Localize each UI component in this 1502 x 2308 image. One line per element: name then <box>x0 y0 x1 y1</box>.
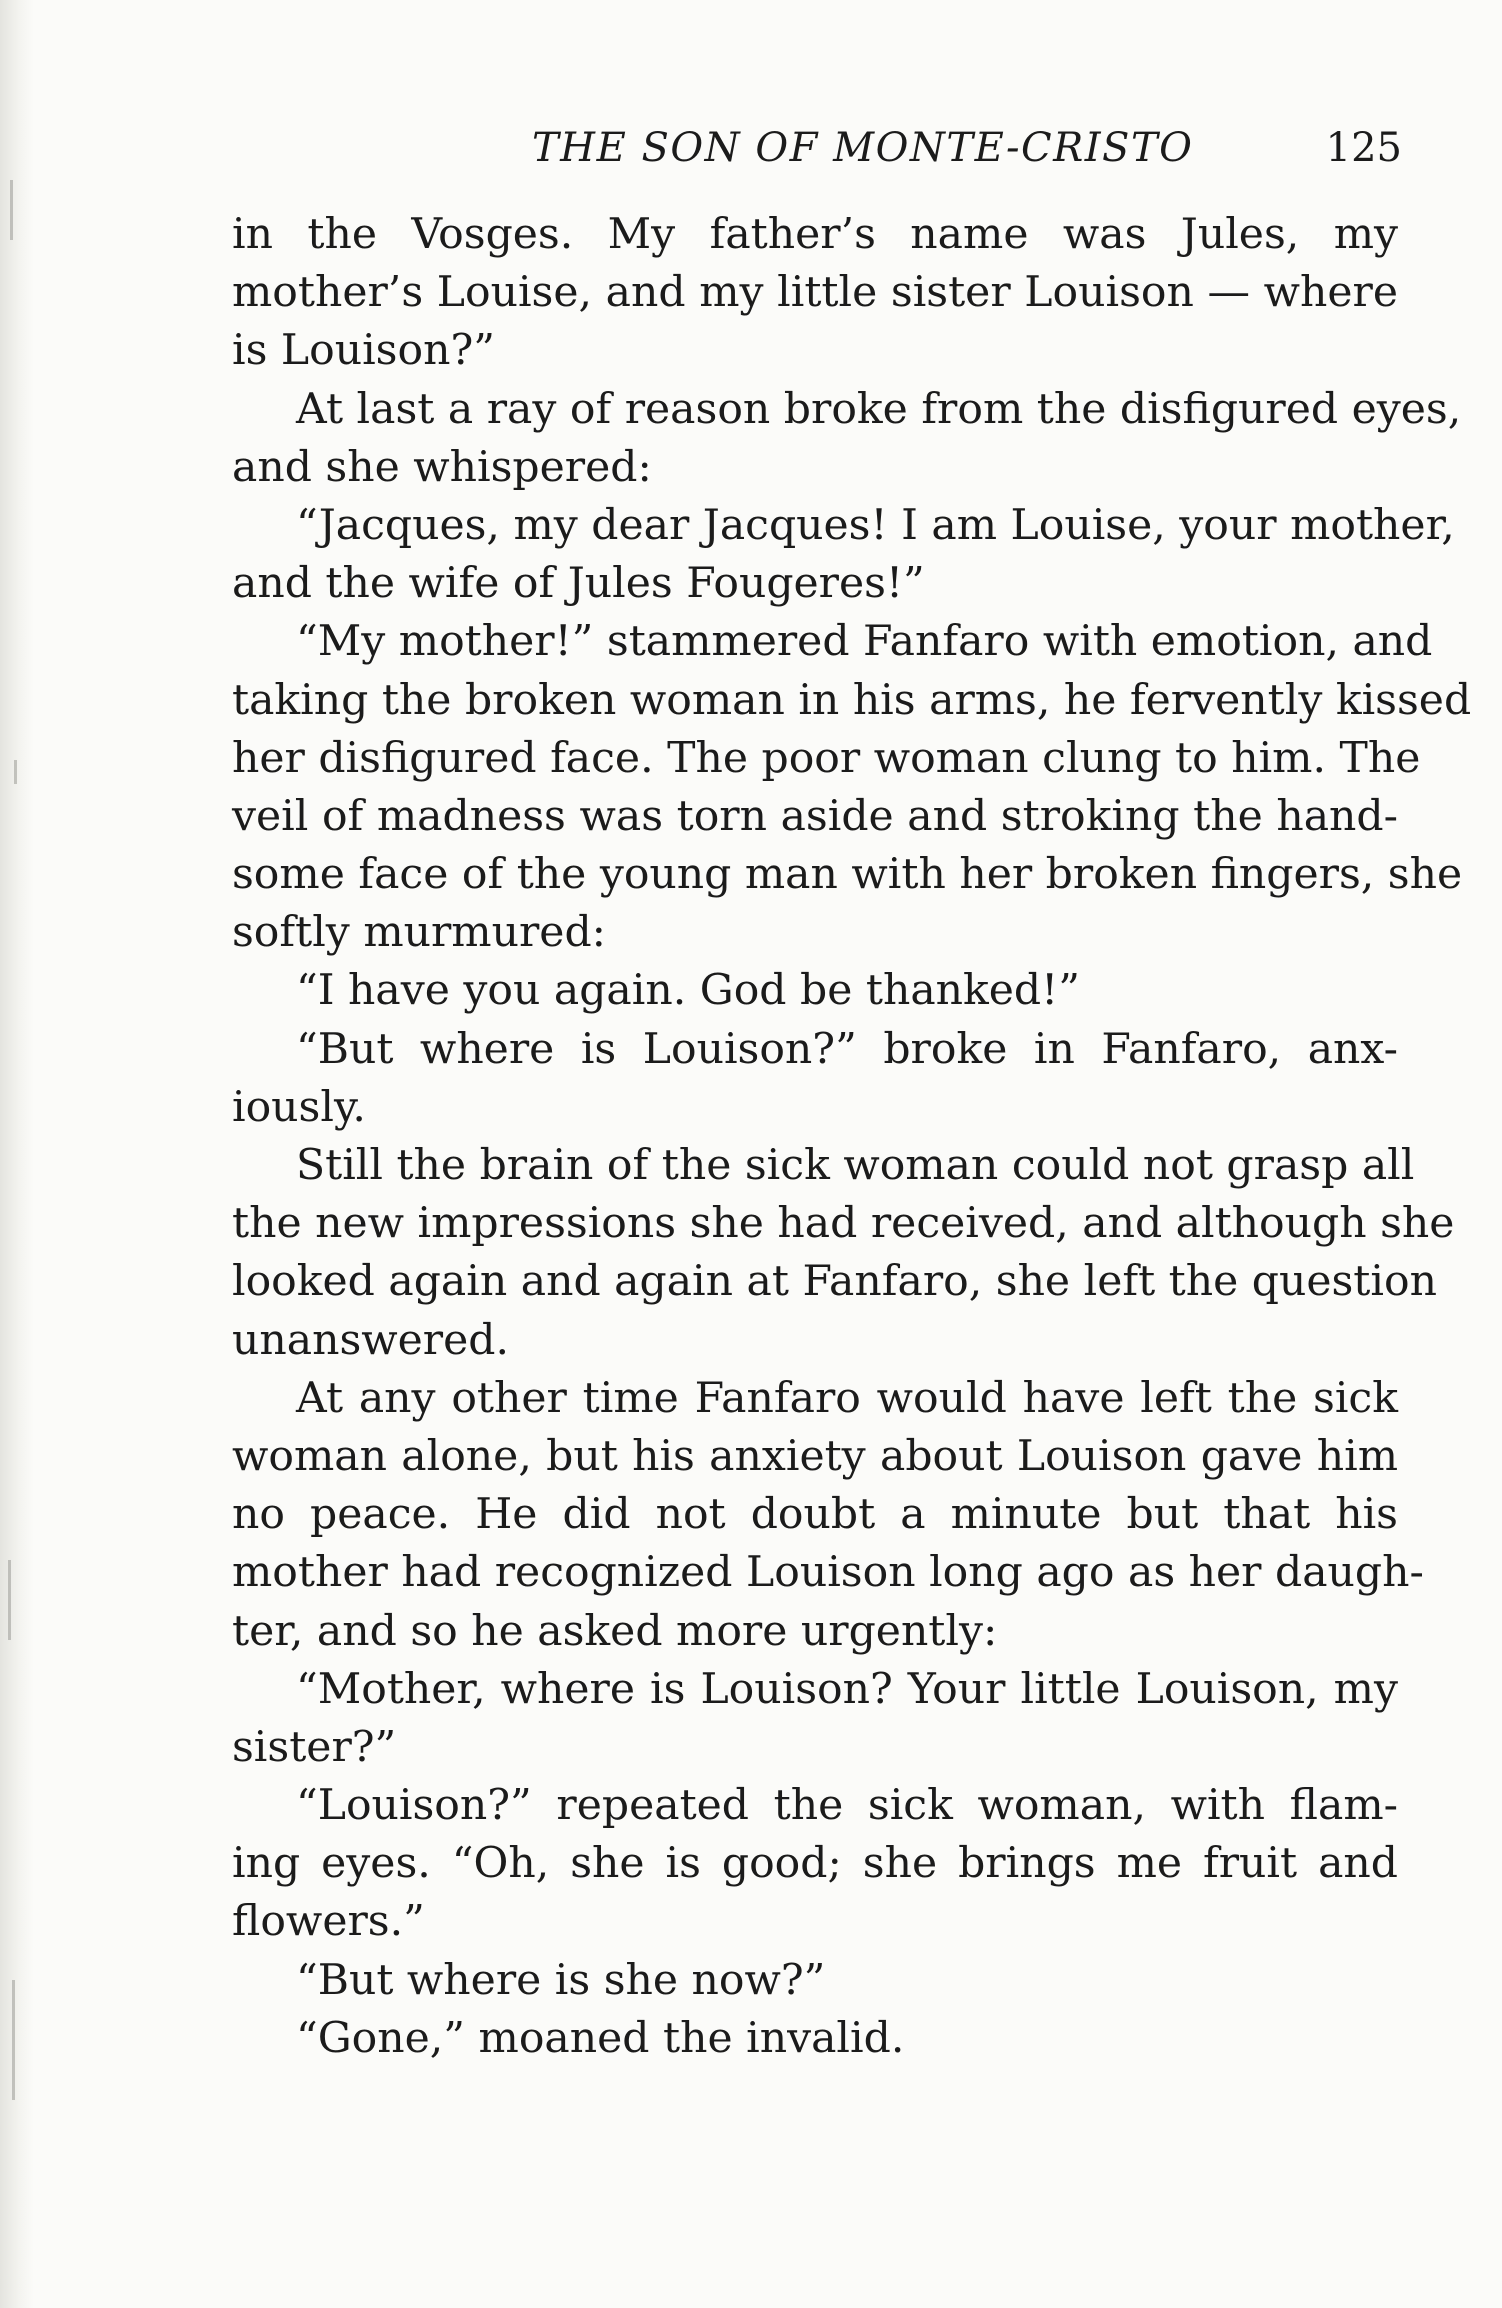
text-line: iously. <box>232 1082 366 1132</box>
text-line: taking the broken woman in his arms, he fervently kissed <box>232 675 1472 725</box>
page-number: 125 <box>1325 125 1402 171</box>
text-line: ing eyes. “Oh, she is good; she brings me fruit and <box>232 1839 1398 1889</box>
text-line: “Mother, where is Louison? Your little Louison, my <box>296 1664 1398 1714</box>
text-line: “Jacques, my dear Jacques! I am Louise, your mother, <box>296 500 1455 550</box>
text-line: ter, and so he asked more urgently: <box>232 1606 998 1656</box>
text-line: is Louison?” <box>232 326 495 376</box>
text-line: “Gone,” moaned the invalid. <box>296 2013 905 2063</box>
text-line: mother had recognized Louison long ago as her daugh- <box>232 1548 1424 1598</box>
running-title: THE SON OF MONTE-CRISTO <box>532 125 1194 171</box>
text-line: At any other time Fanfaro would have left the sick <box>296 1373 1398 1423</box>
text-line: “I have you again. God be thanked!” <box>296 966 1080 1016</box>
text-line: the new impressions she had received, and although she <box>232 1199 1455 1249</box>
text-line: flowers.” <box>232 1897 425 1947</box>
scan-speck <box>10 180 13 240</box>
page-binding-edge <box>0 0 34 2308</box>
running-head <box>232 118 1402 178</box>
text-line: her disfigured face. The poor woman clung to him. The <box>232 733 1421 783</box>
text-line: At last a ray of reason broke from the disfigured eyes, <box>296 384 1462 434</box>
text-line: Still the brain of the sick woman could not grasp all <box>296 1141 1415 1190</box>
text-line: sister?” <box>232 1722 397 1772</box>
text-line: woman alone, but his anxiety about Louison gave him <box>232 1431 1398 1481</box>
text-line: unanswered. <box>232 1315 509 1365</box>
text-body <box>232 206 1472 2068</box>
scan-speck <box>12 1980 15 2100</box>
scan-speck <box>14 760 17 784</box>
text-line: and she whispered: <box>232 442 652 492</box>
text-line: “But where is Louison?” broke in Fanfaro, anx- <box>296 1024 1398 1074</box>
text-line: looked again and again at Fanfaro, she left the question <box>232 1257 1437 1307</box>
text-line: and the wife of Jules Fougeres!” <box>232 559 925 609</box>
text-line: mother’s Louise, and my little sister Louison — where <box>232 268 1398 318</box>
text-line: in the Vosges. My father’s name was Jules, my <box>232 210 1398 259</box>
text-line: veil of madness was torn aside and stroking the hand- <box>232 791 1398 841</box>
text-line: “Louison?” repeated the sick woman, with flam- <box>296 1781 1398 1831</box>
text-line: softly murmured: <box>232 908 606 958</box>
text-line: “My mother!” stammered Fanfaro with emotion, and <box>296 617 1433 667</box>
scan-speck <box>8 1560 11 1640</box>
text-line: “But where is she now?” <box>296 1955 826 2005</box>
text-line: no peace. He did not doubt a minute but that his <box>232 1490 1398 1540</box>
text-line: some face of the young man with her broken fingers, she <box>232 850 1463 900</box>
